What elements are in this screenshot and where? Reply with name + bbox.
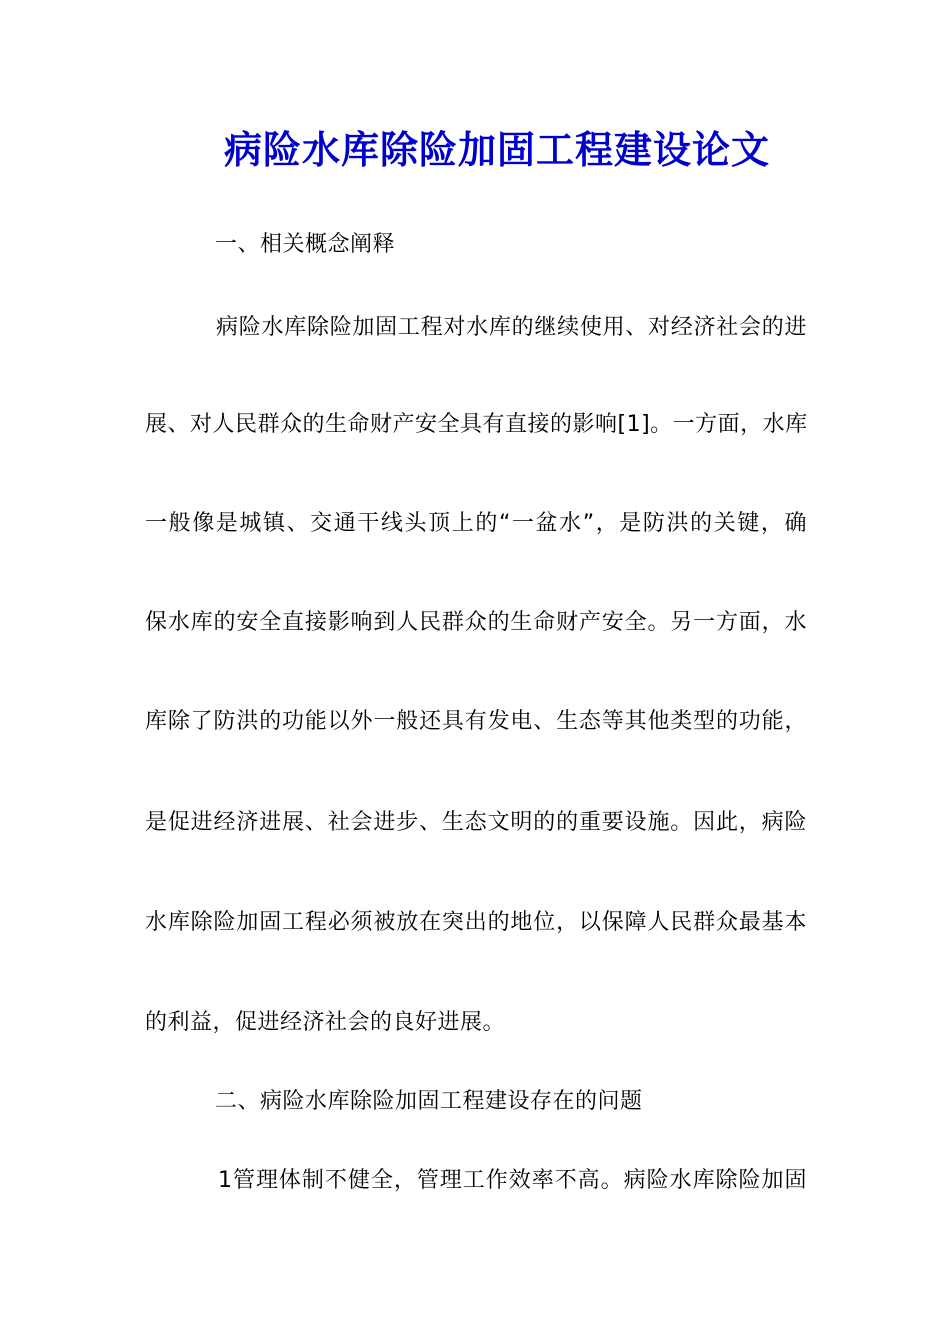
paragraph-line: 水库除险加固工程必须被放在突出的地位，以保障人民群众最基本 bbox=[145, 910, 807, 935]
paragraph-line: 展、对人民群众的生命财产安全具有直接的影响[1]。一方面，水库 bbox=[145, 412, 808, 437]
paragraph-line: 的利益，促进经济社会的良好进展。 bbox=[145, 1010, 506, 1035]
paragraph-line: 保水库的安全直接影响到人民群众的生命财产安全。另一方面，水 bbox=[145, 610, 807, 635]
section-heading-1: 一、相关概念阐释 bbox=[215, 232, 396, 257]
paragraph-line: 一般像是城镇、交通干线头顶上的“一盆水”，是防洪的关键，确 bbox=[145, 511, 807, 536]
section-heading-2: 二、病险水库除险加固工程建设存在的问题 bbox=[215, 1089, 643, 1114]
paragraph-line: 病险水库除险加固工程对水库的继续使用、对经济社会的进 bbox=[216, 315, 807, 340]
paragraph-line: 是促进经济进展、社会进步、生态文明的的重要设施。因此，病险 bbox=[145, 810, 807, 835]
document-title: 病险水库除险加固工程建设论文 bbox=[223, 127, 770, 172]
paragraph-line: 1管理体制不健全，管理工作效率不高。病险水库除险加固 bbox=[218, 1168, 807, 1193]
paragraph-line: 库除了防洪的功能以外一般还具有发电、生态等其他类型的功能， bbox=[145, 709, 807, 734]
